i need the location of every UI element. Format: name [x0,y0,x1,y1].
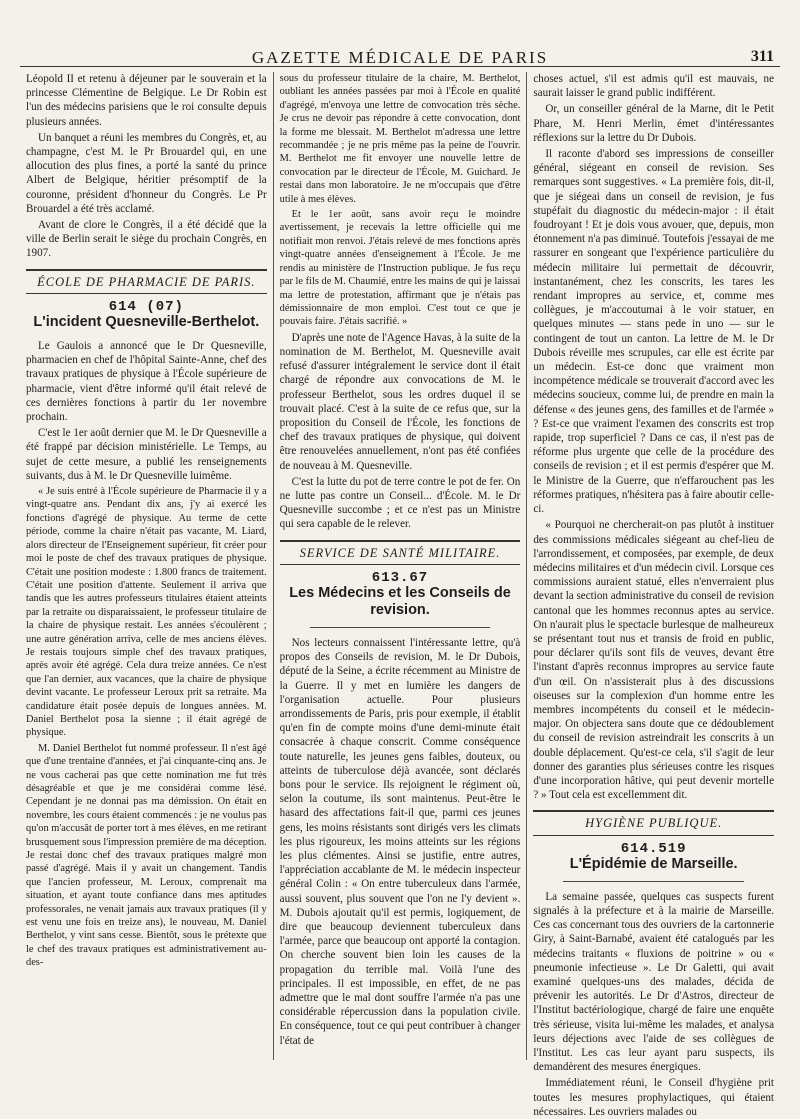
quoted-paragraph: sous du professeur titulaire de la chaire, M. Berthelot, oubliant les années passées par moi à l'École en qualité d'agrégé, m'envoya une lettre de convocation très sèche. Je crus ne devoir pas répondre à cette convocation, dont la forme me blessait. M. Berthelot m'adressa une lettre recommandée ; je ne pris même pas la peine de l'ouvrir. M. Berthelot me fit envoyer une nouvelle lettre de convocation par le directeur de l'École, M. Guichard. Je restai dans mon laboratoire. Je ne m'occupais que d'être utile à mes élèves. [279,73,521,205]
paragraph: D'après une note de l'Agence Havas, à la suite de la nomination de M. Berthelot, M. Quesneville avait refusé d'assurer intégralement le service dont il était chargé de répondre aux convocations de M. le professeur Berthelot, sous les ordres duquel il se trouvait placé. C'est à la suite de ce refus que, sur la proposition du Conseil de l'École, les fonctions de chef des travaux pratiques de physique, qui doivent être renouvelées annuellement, n'ont pas été confiées de nouveau à M. Quesneville. [279,331,521,472]
paragraph: La semaine passée, quelques cas suspects furent signalés à la préfecture et à la mairie de Marseille. Ces cas concernant tous des ouvriers de la cartonnerie Giry, à Saint-Barnabé, avaient été catalogués par les médecins traitants « fluxions de poitrine » ou « pneumonie infectieuse ». Le Dr Galetti, qui avait examiné quelques-uns des malades, décida de prévenir les autorités. Le Dr d'Astros, directeur de l'Institut bactériologique, chargé de faire une enquête très sérieuse, visita lui-même les malades, et analysa leurs déjections avec l'aide de ses collègues de l'Institut. Les cas leur ayant paru suspects, ils demandèrent des mesures énergiques. [533,890,775,1074]
article-number: 614 (07) [108,298,184,315]
column-2 [274,72,528,1060]
article-title: Les Médecins et les Conseils de revision. [289,584,511,618]
paragraph: Immédiatement réuni, le Conseil d'hygiène prit toutes les mesures prophylactiques, qui étaient nécessaires. Les ouvriers malades ou [533,1077,775,1118]
journal-title: GAZETTE MÉDICALE DE PARIS [251,48,549,67]
paragraph: Il raconte d'abord ses impressions de conseiller général, siégeant en conseil de revision. Ses remarques sont suggestives. « La première fois, dit-il, que je siégeai dans un conseil de revision, je fus stupéfait du diagnostic du médecin-major : il était foudroyant ! Et je dois vous avouer, que, depuis, mon étonnement n'a pas diminué. Toutefois j'essayai de me rassurer en songeant que l'expérience particulière du médecin militaire lui permettait de découvrir, instantanément, chez les conscrits, les tares les rendant impropres au service, et, comme mes collègues, je m'accoutumai à le voir statuer, en quelques minutes — stans pede in uno — sur le contingent de tout un canton. La lettre de M. le Dr Dubois réveille mes scrupules, car elle est écrite par un médecin. Est-ce donc que vraiment mon incompétence médicale se trouverait d'accord avec les médecins soucieux, comme lui, de prendre en main la défense « des jeunes gens, des familles et de l'armée » ? Est-ce que vraiment l'examen des conscrits est trop rapide, trop superficiel ? Dans ce cas, il n'est pas de réforme plus urgente que celle de la procédure des conseils de revision ; et il est permis d'espérer que M. le Ministre de la Guerre, que n'effarouchent pas les réformes pratiques, n'hésitera pas à faire aboutir celle-ci. [533,148,775,516]
paragraph: choses actuel, s'il est admis qu'il est mauvais, ne saurait laisser le grand public indifférent. [533,73,775,100]
column-3 [527,72,780,1118]
paragraph: Un banquet a réuni les membres du Congrès, et, au champagne, c'est M. le Pr Brouardel qui, en une allocution des plus fines, a porté la santé du prince Albert de Belgique, héritier présomptif de la couronne, président d'honneur du Congrès. Le Pr Brouardel a été très acclamé. [26,131,267,215]
divider [563,881,744,882]
quoted-paragraph: « Je suis entré à l'École supérieure de Pharmacie il y a vingt-quatre ans. Pendant dix ans, j'y ai exercé les fonctions d'agrégé de physique. Au terme de cette période, comme la chaire n'était pas vacante, M. Liard, alors directeur de l'Enseignement supérieur, fit créer pour moi le poste de chef des travaux pratiques de physique. C'était une position modeste : 1.800 francs de traitement. C'était une position d'attente. Seulement il arriva que tandis que les autres professeurs titulaires étaient atteints par la retraite ou disparaissaient, le professeur titulaire de la chaire de physique restait. Les années s'écoulèrent ; une autre génération arriva, celle de mes anciens élèves. Je restais toujours simple chef des travaux pratiques, après avoir été agrégé. Cela dura treize années. Ce n'est que l'an dernier, aux vacances, que la chaire de physique devint vacante. Le professeur Leroux prit sa retraite. Ma candidature était posée depuis de longues années. M. Daniel Berthelot posa la sienne ; il était agrégé de physique. [26,486,267,739]
section-heading: HYGIÈNE PUBLIQUE. [533,810,774,835]
article-number: 613.67 [371,569,429,586]
paragraph: « Pourquoi ne chercherait-on pas plutôt à instituer des commissions médicales siégeant au chef-lieu de l'arrondissement, et composées, par exemple, de deux médecins militaires et d'un médecin civil. Lorsque ces commissions auraient statué, elles n'enverraient plus devant la section administrative du conseil de revision cantonal que les hommes reconnus aptes au service. On n'aurait plus le spectacle burlesque de malheureux se présentant tout nus et transis de froid en public, pour déclarer qu'ils sont fils de veuves, devant être l'instant d'après reconnus impropres au service faute d'un œil. On n'assisterait plus à des discussions oiseuses sur la complexion d'un homme entre les membres incompétents du conseil et le médecin-major. On objectera sans doute que ce dédoublement du conseil de revision astreindrait les conscrits à un double déplacement. Qu'est-ce cela, s'il s'agit de leur donner des garanties plus sérieuses contre les risques d'une incorporation hâtive, qui peut devenir mortelle ? » Tout cela est excellemment dit. [533,519,775,802]
paragraph: Le Gaulois a annoncé que le Dr Quesneville, pharmacien en chef de l'hôpital Sainte-Anne, chef des travaux pratiques de physique à l'École supérieure de pharmacie, vient d'être informé qu'il était relevé de ces dernières fonctions à partir du 1er novembre prochain. [26,340,267,424]
paragraph: C'est le 1er août dernier que M. le Dr Quesneville a été frappé par décision ministérielle. Le Temps, au sujet de cette mesure, a publié les renseignements suivants, dus à M. le Dr Quesneville luimême. [26,427,267,482]
article-title: L'Épidémie de Marseille. [569,855,738,872]
divider [310,627,491,628]
paragraph: Avant de clore le Congrès, il a été décidé que la ville de Berlin serait le siège du prochain Congrès, en 1907. [26,219,267,260]
paragraph: Or, un conseiller général de la Marne, dit le Petit Phare, M. Henri Merlin, émet d'intéressantes réflexions sur la lettre du Dr Dubois. [533,103,775,144]
quoted-paragraph: M. Daniel Berthelot fut nommé professeur. Il n'est âgé que d'une trentaine d'années, et j'ai cinquante-cinq ans. Je ne vous cacherai pas que cette nomination me fut très désagréable et que je me considérai comme lésé. Cependant je ne donnai pas ma démission. On était en novembre, les cours étaient commencés : je ne voulus pas qu'on m'accusât de porter tort à mes élèves, en me retirant brusquement sous l'impression première de ma déception. Je restai donc chef des travaux pratiques malgré mon passé d'agrégé. Mais il y avait un changement. Tandis que l'ancien professeur, M. Leroux, comprenait ma situation, et ayant toute confiance dans mes aptitudes professorales, ne venait jamais aux travaux pratiques (il y est venu une fois en treize ans), le nouveau, M. Daniel Berthelot, y vint sans cesse. Bientôt, sous le prétexte que le chef des travaux pratiques est administrativement au-des- [26,742,267,969]
page-number: 311 [750,48,774,65]
quoted-paragraph: Et le 1er août, sans avoir reçu le moindre avertissement, je recevais la lettre officielle qui me notifiait mon renvoi. J'étais relevé de mes fonctions après vingt-quatre années d'enseignement à l'École. Je me rendis au ministère de l'Instruction publique. Je fus reçu par le fils de M. Chaumié, entre les mains de qui je laissai ma lettre de protestation, affirmant que je n'étais pas démissionnaire de mon emploi. C'est tout ce que je pouvais faire. J'étais sacrifié. » [279,209,521,328]
article-columns [20,72,780,1118]
page-header [20,6,780,67]
article-number: 614.519 [620,840,687,857]
section-heading: ÉCOLE DE PHARMACIE DE PARIS. [26,269,267,294]
paragraph: Nos lecteurs connaissent l'intéressante lettre, qu'à propos des Conseils de revision, M. le Dr Dubois, député de la Seine, a écrite récemment au Ministre de la Guerre. Il y met en lumière les dangers de l'organisation actuelle. Pour plusieurs arrondissements de Paris, pris pour exemple, il établit qu'en fin de compte moins d'une demi-minute était consacrée à chaque conscrit. Comme conséquence toute naturelle, les jeunes gens faibles, douteux, ou atteints de tuberculose déjà avancée, sont déclarés bons pour le service. Ils rejoignent le régiment où, selon la coutume, ils sont maintenus. Peut-être le hasard des affectations fait-il que, parmi ces jeunes gens, les moins résistants sont dirigés vers les climats les plus rigoureux, les moins atteints sur les régions les plus clémentes. Ainsi se justifie, entre autres, l'appréciation accablante de M. le médecin inspecteur général Colin : « On entre tuberculeux dans l'armée, aussi souvent, plus souvent que l'on ne l'y devient ». M. Dubois ajoutait qu'il est permis, logiquement, de dire que beaucoup deviennent tuberculeux dans l'armée, parce que beaucoup ont apporté la contagion. On cherche souvent bien loin les causes de la propagation du terrible mal. Voilà l'une des principales. Il est impossible, en effet, de ne pas admettre que le mal dont souffre l'armée n'a pas une considérable répercussion dans la population civile. En conséquence, tout ce qui peut contribuer à changer l'état de [279,636,521,1047]
paragraph: Léopold II et retenu à déjeuner par le souverain et la princesse Clémentine de Belgique. Le Dr Robin est l'un des médecins parisiens que le roi consulte depuis plusieurs années. [26,73,267,128]
column-1 [20,72,274,1060]
section-heading: SERVICE DE SANTÉ MILITAIRE. [280,540,521,565]
article-title: L'incident Quesneville-Berthelot. [33,314,260,331]
paragraph: C'est la lutte du pot de terre contre le pot de fer. On ne lutte pas contre un Conseil... d'École. M. le Dr Quesneville succombe ; et ce n'est pas un Ministre qui sera capable de le relever. [279,475,521,531]
